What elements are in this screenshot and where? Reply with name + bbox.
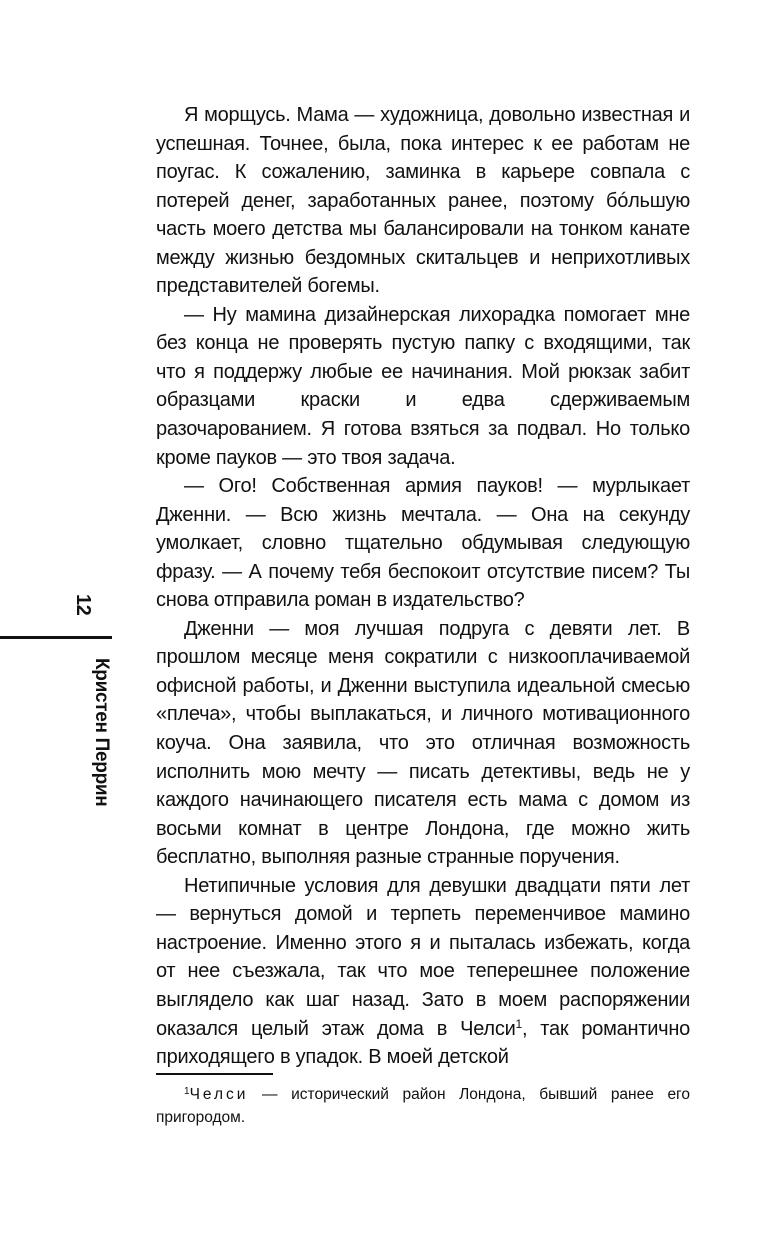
body-text [156, 101, 690, 1072]
paragraph-text: , так романтично приходящего в упадок. В моей детской [156, 1017, 690, 1069]
footnote-rule [156, 1073, 273, 1075]
paragraph: — Ну мамина дизайнерская лихорадка помогает мне без конца не проверять пустую папку с входящими, так что я поддержу любые ее начинания. Мой рюкзак забит образцами краски и едва сдерживаемым разочарованием. Я готова взяться за подвал. Но только кроме пауков — это твоя задача. [156, 303, 690, 469]
paragraph: Дженни — моя лучшая подруга с девяти лет. В прошлом месяце меня сократили с низкооплачиваемой офисной работы, и Дженни выступила идеальной смесью «плеча», чтобы выплакаться, и личного мотивационного коуча. Она заявила, что это отличная возможность исполнить мою мечту — писать детективы, ведь не у каждого начинающего писателя есть мама с домом из восьми комнат в центре Лондона, где можно жить бесплатно, выполняя разные странные поручения. [156, 617, 690, 869]
margin-rule [0, 636, 112, 639]
paragraph-text: Нетипичные условия для девушки двадцати пяти лет — вернуться домой и терпеть переменчивое мамино настроение. Именно этого я и пыталась избежать, когда от нее съезжала, так что мое теперешнее положение выглядело как шаг назад. Зато в моем распоряжении оказался целый этаж дома в Челси [156, 874, 690, 1040]
footnote [156, 1083, 690, 1129]
footnote-term: Челси [189, 1086, 249, 1103]
paragraph: Я морщусь. Мама — художница, довольно известная и успешная. Точнее, была, пока интерес к ее работам не поугас. К сожалению, заминка в карьере совпала с потерей денег, заработанных ранее, поэтому бóльшую часть моего детства мы балансировали на тонком канате между жизнью бездомных скитальцев и неприхотливых представителей богемы. [156, 104, 690, 298]
footnote-text: — исторический район Лондона, бывший ранее его пригородом. [156, 1086, 690, 1126]
page-number: 12 [72, 594, 94, 616]
footnote-marker: 1 [184, 1086, 190, 1097]
running-head-author: Кристен Перрин [91, 658, 112, 807]
paragraph: — Ого! Собственная армия пауков! — мурлыкает Дженни. — Всю жизнь мечтала. — Она на секунду умолкает, словно тщательно обдумывая следующую фразу. — А почему тебя беспокоит отсутствие писем? Ты снова отправила роман в издательство? [156, 475, 690, 612]
paragraph [156, 872, 690, 1072]
footnote-reference[interactable]: 1 [515, 1016, 522, 1031]
